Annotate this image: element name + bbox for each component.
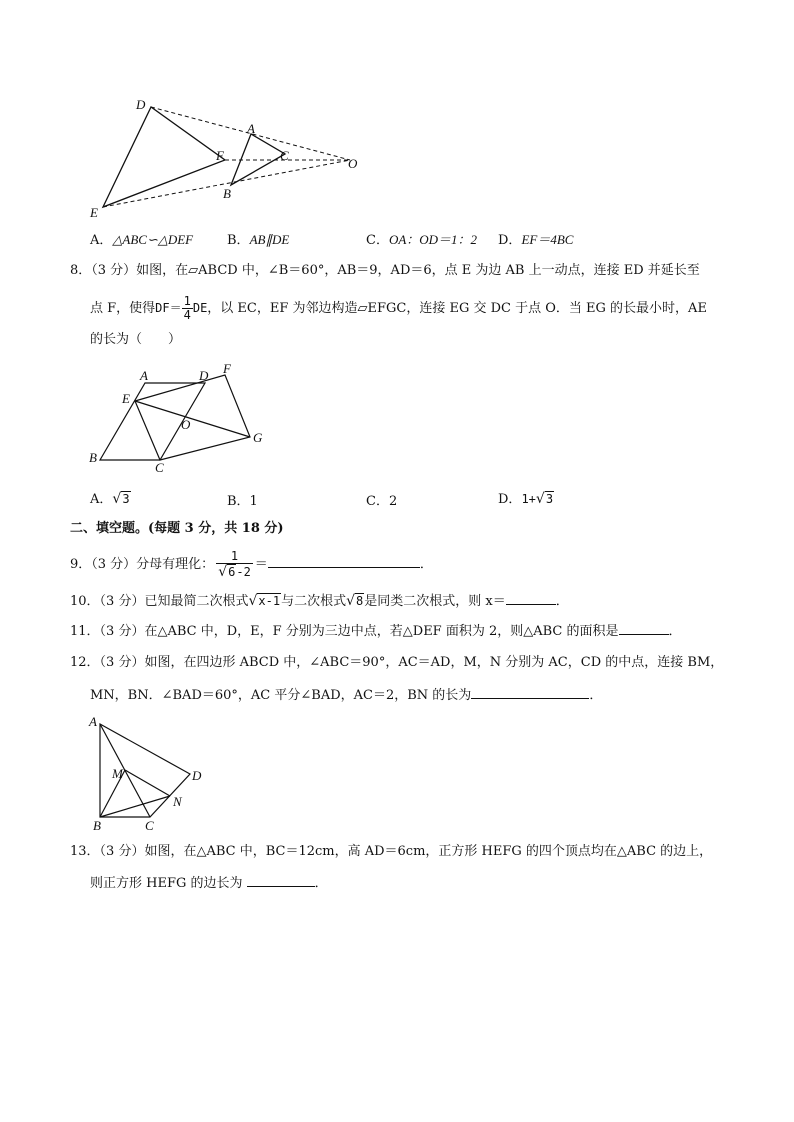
q9-answer-blank[interactable]: [268, 555, 420, 568]
q9-fraction: $\frac{1}{√6-2}$: [218, 549, 251, 580]
label-D: D: [192, 768, 202, 783]
label-F: F: [216, 148, 224, 163]
label-B: B: [223, 186, 231, 201]
q7-option-d: D．EF＝4BC: [498, 232, 574, 248]
label-C: C: [145, 818, 154, 833]
q13-line2: 则正方形 HEFG 的边长为 ．: [90, 876, 328, 891]
q8-option-a: A．√3: [90, 491, 130, 507]
q10-answer-blank[interactable]: [506, 592, 556, 605]
q8-line1: 8．（3 分）如图，在▱ABCD 中，∠B＝60°，AB＝9，AD＝6，点 E 为边 AB 上一动点，连接 ED 并延长至: [70, 263, 700, 278]
label-D: D: [199, 368, 209, 383]
q11-answer-blank[interactable]: [619, 622, 669, 635]
q13-line1: 13．（3 分）如图，在△ABC 中，BC＝12cm，高 AD＝6cm，正方形 HEFG 的四个顶点均在△ABC 的边上，: [70, 844, 713, 859]
label-O: O: [181, 417, 191, 432]
label-N: N: [173, 794, 182, 809]
figure-q7-similar-triangles: [80, 90, 380, 225]
label-G: G: [253, 430, 263, 445]
label-A: A: [140, 368, 148, 383]
label-B: B: [93, 818, 101, 833]
q8-line2: 点 F，使得DF＝ $\frac{1}{4}$ DE，以 EC，EF 为邻边构造▱EFGC，连接 EG 交 DC 于点 O．当 EG 的长最小时，AE: [90, 294, 707, 322]
label-D: D: [136, 97, 146, 112]
label-A: A: [247, 121, 255, 136]
label-E: E: [122, 391, 130, 406]
q8-option-b: B．1: [227, 494, 258, 509]
q11: 11．（3 分）在△ABC 中，D，E，F 分别为三边中点，若△DEF 面积为 2，则△ABC 的面积是 ．: [70, 624, 682, 639]
q12-line1: 12．（3 分）如图，在四边形 ABCD 中，∠ABC＝90°，AC＝AD，M，N 分别为 AC，CD 的中点，连接 BM，: [70, 655, 724, 670]
q9: 9．（3 分）分母有理化： $\frac{1}{√6-2}$ ＝ ．: [70, 549, 433, 580]
label-E: E: [90, 205, 98, 220]
label-B: B: [89, 450, 97, 465]
label-A: A: [89, 714, 97, 729]
label-F: F: [223, 361, 231, 376]
label-C: C: [280, 148, 289, 163]
q7-option-b: B．AB∥DE: [227, 232, 290, 248]
q12-answer-blank[interactable]: [471, 686, 589, 699]
q8-option-d: D．1+√3: [498, 491, 554, 507]
q13-answer-blank[interactable]: [247, 874, 315, 887]
label-O: O: [348, 156, 358, 171]
figure-q8-parallelogram: [85, 360, 275, 475]
q8-line3: 的长为（ ）: [90, 332, 182, 347]
q12-line2: MN，BN．∠BAD＝60°，AC 平分∠BAD，AC＝2，BN 的长为 ．: [90, 688, 603, 703]
label-C: C: [155, 460, 164, 475]
q8-fraction: $\frac{1}{4}$: [183, 294, 191, 322]
q8-option-c: C．2: [366, 494, 398, 509]
label-M: M: [112, 766, 123, 781]
q10: 10．（3 分）已知最简二次根式√x-1与二次根式√8是同类二次根式，则 x＝ ．: [70, 593, 569, 609]
figure-q12-quadrilateral: [85, 712, 215, 837]
q7-option-a: A．△ABC∽△DEF: [90, 232, 194, 248]
section-heading-fill-blank: 二、填空题。(每题 3 分，共 18 分): [70, 521, 284, 536]
q7-option-c: C．OA：OD＝1：2: [366, 232, 478, 248]
